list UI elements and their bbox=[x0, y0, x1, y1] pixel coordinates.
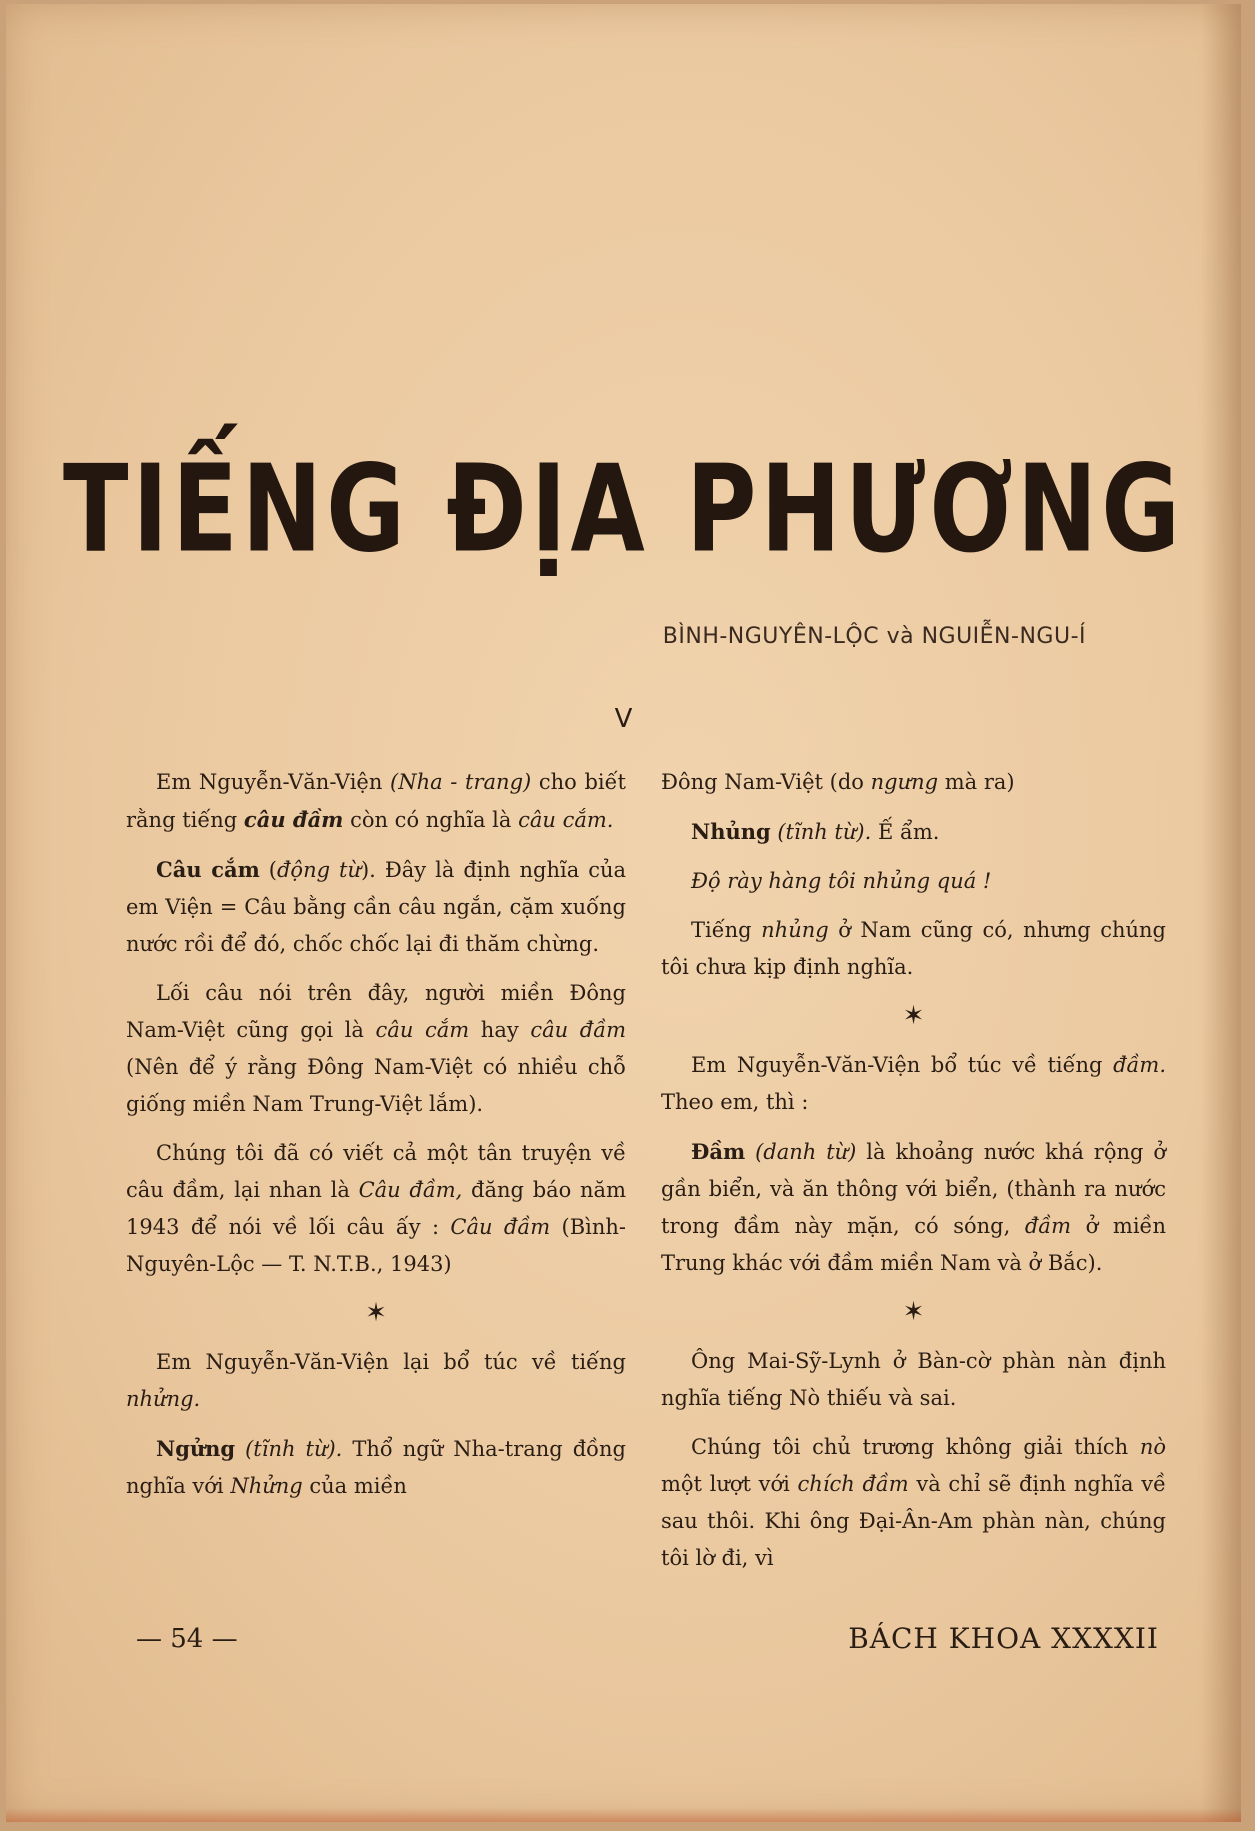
page-bottom-edge bbox=[6, 1808, 1241, 1822]
article-byline: BÌNH-NGUYÊN-LỘC và NGUIỄN-NGU-Í bbox=[662, 624, 1086, 649]
right-column bbox=[661, 764, 1166, 1589]
paragraph: Câu cắm (động từ). Đây là định nghĩa của em Viện = Câu bằng cần câu ngắn, cặm xuống nước rồi để đó, chốc chốc lại đi thăm chừng. bbox=[126, 857, 627, 956]
section-separator-star: ✶ bbox=[902, 1001, 925, 1031]
publication-name: BÁCH KHOA XXXXII bbox=[848, 1622, 1159, 1655]
page-edge-shadow bbox=[1201, 4, 1241, 1822]
article-title: TIẾNG ĐỊA PHƯƠNG bbox=[62, 439, 1185, 579]
paragraph: Em Nguyễn-Văn-Viện (Nha - trang) cho biết rằng tiếng câu đầm còn có nghĩa là câu cắm. bbox=[126, 770, 626, 832]
section-number: V bbox=[614, 704, 633, 734]
left-column bbox=[126, 764, 626, 1517]
paragraph: Đông Nam-Việt (do ngưng mà ra) bbox=[661, 770, 1015, 794]
paragraph: Ngửng (tĩnh từ). Thổ ngữ Nha-trang đồng nghĩa với Nhửng của miền bbox=[126, 1436, 626, 1498]
paragraph: Đầm (danh từ) là khoảng nước khá rộng ở gần biển, và ăn thông với biển, (thành ra nước trong đầm này mặn, có sóng, đầm ở miền Trung khác với đầm miền Nam và ở Bắc). bbox=[661, 1139, 1167, 1275]
section-separator-star: ✶ bbox=[365, 1298, 387, 1328]
paragraph: Chúng tôi đã có viết cả một tân truyện về câu đầm, lại nhan là Câu đầm, đăng báo năm 1943 để nói về lối câu ấy : Câu đầm (Bình-Nguyên-Lộc — T. N.T.B., 1943) bbox=[126, 1141, 626, 1276]
section-separator-star: ✶ bbox=[902, 1297, 925, 1327]
paragraph: Lối câu nói trên đây, người miền Đông Nam-Việt cũng gọi là câu cắm hay câu đầm (Nên để ý rằng Đông Nam-Việt có nhiều chỗ giống miền Nam Trung-Việt lắm). bbox=[126, 981, 626, 1116]
paragraph: Ông Mai-Sỹ-Lynh ở Bàn-cờ phàn nàn định nghĩa tiếng Nò thiếu và sai. bbox=[661, 1349, 1166, 1410]
paragraph: Độ rày hàng tôi nhủng quá ! bbox=[691, 869, 992, 893]
paragraph: Nhủng (tĩnh từ). Ế ẩm. bbox=[691, 819, 940, 844]
paragraph: Em Nguyễn-Văn-Viện lại bổ túc về tiếng nhửng. bbox=[126, 1350, 626, 1411]
paragraph: Chúng tôi chủ trương không giải thích nò một lượt với chích đầm và chỉ sẽ định nghĩa về sau thôi. Khi ông Đại-Ân-Am phàn nàn, chúng tôi lờ đi, vì bbox=[661, 1435, 1166, 1570]
magazine-page bbox=[6, 4, 1241, 1822]
paragraph: Em Nguyễn-Văn-Viện bổ túc về tiếng đầm. Theo em, thì : bbox=[661, 1053, 1166, 1114]
page-number: — 54 — bbox=[136, 1624, 238, 1654]
paragraph: Tiếng nhủng ở Nam cũng có, nhưng chúng tôi chưa kịp định nghĩa. bbox=[661, 918, 1166, 979]
